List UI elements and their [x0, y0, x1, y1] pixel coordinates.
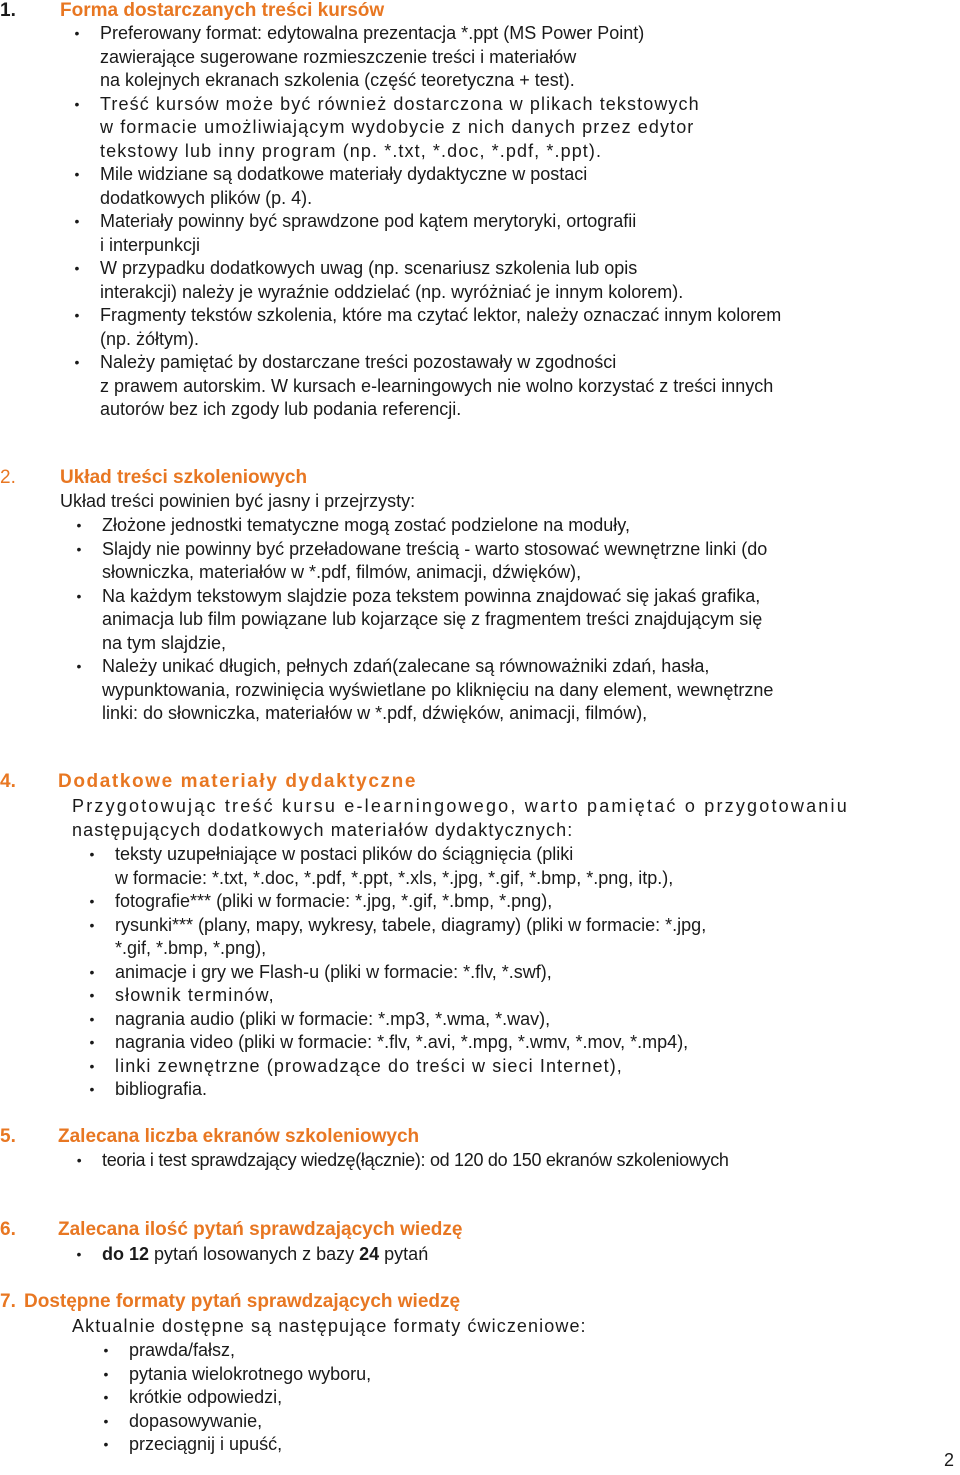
list-item-line: z prawem autorskim. W kursach e-learningowych nie wolno korzystać z treści innych	[100, 375, 774, 396]
list-item	[74, 210, 781, 257]
list-item-line: dopasowywanie,	[129, 1410, 263, 1431]
list-item	[89, 961, 706, 985]
bullet-icon: •	[74, 260, 80, 276]
section-2-title: Układ treści szkoleniowych	[60, 467, 308, 488]
list-item	[76, 655, 774, 726]
list-item	[74, 351, 781, 422]
list-item-line: Materiały powinny być sprawdzone pod kątem merytoryki, ortografii	[100, 211, 637, 231]
list-item-line: Należy pamiętać by dostarczane treści pozostawały w zgodności	[100, 352, 617, 372]
list-item-line: nagrania audio (pliki w formacie: *.mp3, *.wma, *.wav),	[115, 1008, 551, 1029]
list-item-line: (np. żółtym).	[100, 328, 200, 349]
question-text-1: pytań losowanych z bazy	[149, 1244, 360, 1264]
list-item	[89, 1031, 706, 1055]
bullet-icon: •	[89, 1034, 95, 1050]
section-6-heading	[0, 1219, 462, 1241]
list-item-line: bibliografia.	[115, 1079, 208, 1099]
section-4-title: Dodatkowe materiały dydaktyczne	[58, 771, 417, 792]
list-item	[89, 1055, 706, 1079]
list-item	[74, 304, 782, 351]
section-7-title: Dostępne formaty pytań sprawdzających wiedzę	[24, 1291, 461, 1312]
list-item	[76, 1243, 429, 1267]
bullet-icon: •	[74, 307, 80, 323]
bullet-icon: •	[76, 658, 82, 674]
bullet-icon: •	[76, 540, 82, 557]
section-5-heading	[0, 1126, 419, 1148]
list-item-line: w formacie: *.txt, *.doc, *.pdf, *.ppt, *.xls, *.jpg, *.gif, *.bmp, *.png, itp.),	[115, 867, 674, 888]
list-item	[76, 1149, 729, 1173]
section-5-list	[76, 1149, 729, 1173]
bullet-icon: •	[76, 587, 82, 604]
list-item-line: słownik terminów,	[115, 985, 275, 1005]
section-1-list	[74, 22, 782, 422]
list-item-line: W przypadku dodatkowych uwag (np. scenariusz szkolenia lub opis	[100, 258, 638, 278]
section-4-list	[89, 843, 707, 1102]
section-1-heading	[0, 0, 384, 22]
list-item-line: teoria i test sprawdzający wiedzę(łącznie): od 120 do 150 ekranów szkoleniowych	[102, 1150, 729, 1170]
section-2-number: 2.	[0, 467, 16, 488]
list-item	[103, 1410, 371, 1434]
list-item-line: fotografie*** (pliki w formacie: *.jpg, *.gif, *.bmp, *.png),	[115, 891, 553, 911]
bullet-icon: •	[89, 987, 95, 1003]
list-item-line: na kolejnych ekranach szkolenia (część teoretyczna + test).	[100, 70, 575, 90]
question-count: do 12	[102, 1244, 150, 1264]
list-item	[103, 1433, 371, 1457]
question-text-2: pytań	[379, 1244, 429, 1264]
list-item	[76, 585, 773, 656]
bullet-icon: •	[89, 963, 95, 980]
list-item-line: i interpunkcji	[100, 234, 201, 255]
list-item	[89, 843, 706, 890]
list-item-line: *.gif, *.bmp, *.png),	[115, 938, 267, 958]
bullet-icon: •	[76, 517, 82, 533]
list-item	[89, 1078, 706, 1102]
section-4-heading	[0, 771, 417, 793]
list-item	[89, 1008, 706, 1032]
bullet-icon: •	[103, 1412, 109, 1429]
list-item-line: prawda/fałsz,	[129, 1340, 236, 1360]
section-4-intro-line-1: Przygotowując treść kursu e-learningowego, warto pamiętać o przygotowaniu	[72, 796, 849, 816]
question-pool-size: 24	[359, 1244, 380, 1264]
bullet-icon: •	[74, 213, 80, 229]
section-4-number: 4.	[0, 771, 16, 792]
list-item-line: nagrania video (pliki w formacie: *.flv, *.avi, *.mpg, *.wmv, *.mov, *.mp4),	[115, 1032, 689, 1052]
section-7-heading	[0, 1291, 460, 1313]
list-item	[89, 914, 707, 961]
list-item-line: interakcji) należy je wyraźnie oddzielać (np. wyróżniać je innym kolorem).	[100, 281, 684, 302]
list-item-line: linki: do słowniczka, materiałów w *.pdf, dźwięków, animacji, filmów),	[102, 703, 648, 723]
section-4-intro-line-2: następujących dodatkowych materiałów dydaktycznych:	[72, 820, 574, 840]
list-item-line: pytania wielokrotnego wyboru,	[129, 1363, 372, 1384]
list-item-line: teksty uzupełniające w postaci plików do ściągnięcia (pliki	[115, 844, 574, 864]
section-2-list	[76, 514, 774, 726]
list-item	[74, 163, 781, 210]
list-item	[74, 22, 781, 93]
list-item-line: Złożone jednostki tematyczne mogą zostać podzielone na moduły,	[102, 515, 630, 535]
list-item	[103, 1339, 371, 1363]
list-item	[76, 538, 773, 585]
list-item-line: rysunki*** (plany, mapy, wykresy, tabele, diagramy) (pliki w formacie: *.jpg,	[115, 914, 707, 935]
list-item-line: Treść kursów może być również dostarczona w plikach tekstowych	[100, 93, 700, 114]
list-item-line: autorów bez ich zgody lub podania referencji.	[100, 399, 462, 419]
list-item-line: wypunktowania, rozwinięcia wyświetlane po kliknięciu na dany element, wewnętrzne	[102, 679, 774, 700]
bullet-icon: •	[74, 354, 80, 370]
bullet-icon: •	[103, 1436, 109, 1452]
list-item-line: dodatkowych plików (p. 4).	[100, 187, 313, 208]
list-item-line: tekstowy lub inny program (np. *.txt, *.doc, *.pdf, *.ppt).	[100, 140, 603, 161]
list-item-line: krótkie odpowiedzi,	[129, 1387, 283, 1407]
bullet-icon: •	[74, 95, 80, 112]
section-5-number: 5.	[0, 1126, 16, 1147]
list-item	[74, 257, 781, 304]
list-item	[103, 1386, 371, 1410]
list-item-line: Na każdym tekstowym slajdzie poza tekstem powinna znajdować się jakaś grafika,	[102, 585, 761, 606]
section-5-title: Zalecana liczba ekranów szkoleniowych	[58, 1126, 420, 1147]
list-item-line: przeciągnij i upuść,	[129, 1434, 283, 1454]
bullet-icon: •	[103, 1365, 109, 1382]
section-7-list	[103, 1339, 372, 1457]
list-item-line: zawierające sugerowane rozmieszczenie treści i materiałów	[100, 46, 577, 67]
section-6-list	[76, 1243, 429, 1267]
bullet-icon: •	[103, 1389, 109, 1405]
list-item-line: Preferowany format: edytowalna prezentacja *.ppt (MS Power Point)	[100, 23, 645, 43]
bullet-icon: •	[89, 1081, 95, 1097]
list-item-line: Slajdy nie powinny być przeładowane treścią - warto stosować wewnętrzne linki (do	[102, 538, 768, 559]
bullet-icon: •	[103, 1342, 109, 1358]
list-item-line: linki zewnętrzne (prowadzące do treści w sieci Internet),	[115, 1055, 623, 1076]
list-item-line: w formacie umożliwiającym wydobycie z nich danych przez edytor	[100, 117, 695, 137]
list-item-line: Należy unikać długich, pełnych zdań(zalecane są równoważniki zdań, hasła,	[102, 656, 710, 676]
bullet-icon: •	[89, 846, 95, 862]
bullet-icon: •	[76, 1152, 82, 1168]
section-6-title: Zalecana ilość pytań sprawdzających wiedzę	[58, 1219, 463, 1240]
list-item-line: animacje i gry we Flash-u (pliki w formacie: *.flv, *.swf),	[115, 961, 552, 982]
list-item	[89, 984, 706, 1008]
section-7-number: 7.	[0, 1291, 16, 1312]
bullet-icon: •	[89, 1010, 95, 1027]
section-6-number: 6.	[0, 1219, 16, 1240]
bullet-icon: •	[89, 1057, 95, 1074]
list-item-line: animacja lub film powiązane lub kojarzące się z fragmentem treści znajdującym się	[102, 609, 763, 629]
list-item	[74, 93, 781, 164]
section-2-intro: Układ treści powinien być jasny i przejrzysty:	[60, 491, 416, 511]
section-1-number: 1.	[0, 0, 16, 21]
section-7-intro: Aktualnie dostępne są następujące formaty ćwiczeniowe:	[72, 1316, 587, 1336]
bullet-icon: •	[89, 916, 95, 933]
section-1-title: Forma dostarczanych treści kursów	[60, 0, 385, 21]
section-2-heading	[0, 467, 307, 489]
list-item-line: słowniczka, materiałów w *.pdf, filmów, animacji, dźwięków),	[102, 562, 582, 582]
list-item	[76, 514, 773, 538]
list-item-line: na tym slajdzie,	[102, 632, 227, 653]
list-item	[103, 1363, 372, 1387]
list-item-line: Fragmenty tekstów szkolenia, które ma czytać lektor, należy oznaczać innym kolorem	[100, 305, 782, 325]
bullet-icon: •	[74, 166, 80, 182]
bullet-icon: •	[89, 893, 95, 909]
page-number: 2	[943, 1450, 954, 1470]
bullet-icon: •	[74, 25, 80, 41]
list-item	[89, 890, 706, 914]
list-item-line: Mile widziane są dodatkowe materiały dydaktyczne w postaci	[100, 164, 588, 184]
bullet-icon: •	[76, 1246, 82, 1262]
